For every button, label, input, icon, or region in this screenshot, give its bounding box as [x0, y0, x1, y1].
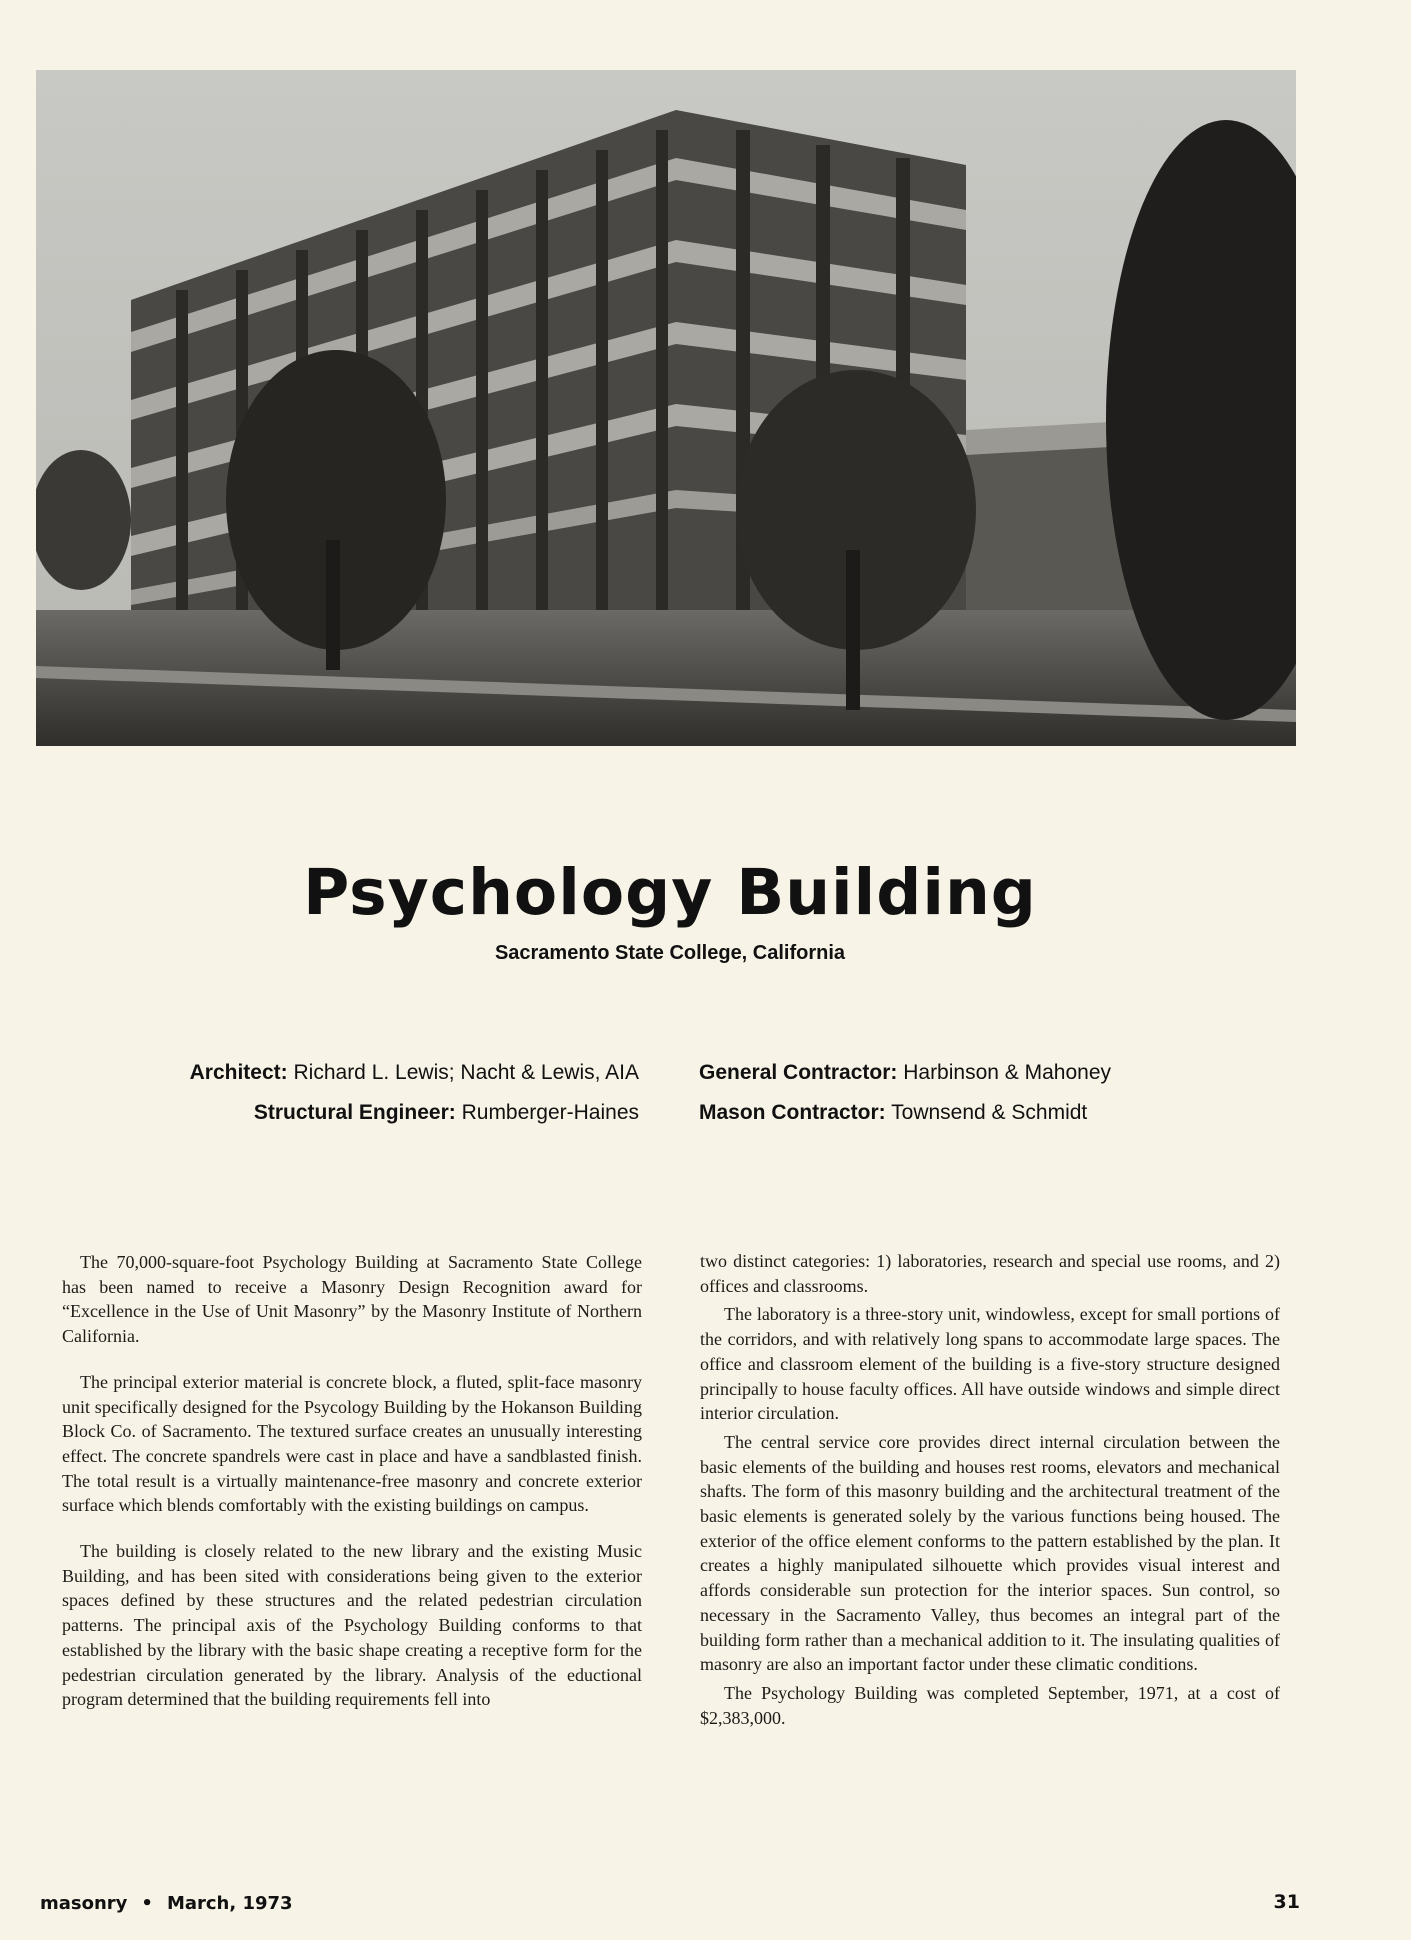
issue-date: March, 1973	[166, 1893, 293, 1914]
credit-general-label: General Contractor:	[699, 1061, 898, 1084]
paragraph: The 70,000-square-foot Psychology Building at Sacramento State College has been named to receive a Masonry Design Recognition award for “Excellence in the Use of Unit Masonry” by the Masonry Institute of Northern California.	[62, 1252, 642, 1347]
page-subtitle: Sacramento State College, California	[494, 942, 846, 964]
credit-mason-value: Townsend & Schmidt	[891, 1101, 1088, 1124]
credit-general-value: Harbinson & Mahoney	[903, 1061, 1112, 1084]
credit-architect	[190, 1053, 639, 1093]
paragraph: The Psychology Building was completed September, 1971, at a cost of $2,383,000.	[700, 1682, 1280, 1728]
article-column-left	[62, 1250, 642, 1733]
credits-right	[699, 1053, 1111, 1133]
credit-structural-label: Structural Engineer:	[253, 1101, 456, 1124]
page-title: Psychology Building	[303, 856, 1037, 929]
footer-publication	[40, 1893, 293, 1914]
credit-architect-value: Richard L. Lewis; Nacht & Lewis, AIA	[293, 1061, 639, 1084]
credit-general-contractor	[699, 1053, 1111, 1093]
building-photo	[36, 70, 1296, 746]
paragraph: The central service core provides direct internal circulation between the basic elements of the building and houses rest rooms, elevators and mechanical shafts. The form of this masonry building and the architectural treatment of the basic elements is generated solely by the various functions being housed. The exterior of the office element conforms to the pattern established by the plan. It creates a highly manipulated silhouette which provides visual interest and affords considerable sun protection for the interior spaces. Sun control, so necessary in the Sacramento Valley, thus becomes an integral part of the building form rather than a mechanical addition to it. The insulating qualities of masonry are also an important factor under these climatic conditions.	[700, 1431, 1280, 1675]
publication-name: masonry	[40, 1893, 128, 1914]
paragraph: The laboratory is a three-story unit, windowless, except for small portions of the corridors, and with relatively long spans to accommodate large spaces. The office and classroom element of the building is a five-story structure designed principally to house faculty offices. All have outside windows and simple direct interior circulation.	[700, 1304, 1280, 1424]
credit-mason-contractor	[699, 1093, 1111, 1133]
paragraph: The principal exterior material is concrete block, a fluted, split-face masonry unit specifically designed for the Psycology Building by the Hokanson Building Block Co. of Sacramento. The textured surface creates an unusually interesting effect. The concrete spandrels were cast in place and have a sandblasted finish. The total result is a virtually maintenance-free masonry and concrete exterior surface which blends comfortably with the existing buildings on campus.	[62, 1371, 642, 1516]
credit-structural-value: Rumberger-Haines	[461, 1101, 639, 1124]
paragraph: The building is closely related to the new library and the existing Music Building, and has been sited with considerations being given to the exterior spaces defined by these structures and the related pedestrian circulation patterns. The principal axis of the Psychology Building conforms to that established by the library with the basic shape creating a receptive form for the pedestrian circulation generated by the library. Analysis of the eductional program determined that the building requirements fell into	[62, 1541, 642, 1710]
paragraph: two distinct categories: 1) laboratories, research and special use rooms, and 2) offices and classrooms.	[700, 1251, 1280, 1296]
credit-structural-engineer	[190, 1093, 639, 1133]
credits-left	[190, 1053, 639, 1133]
article-column-right	[700, 1249, 1280, 1730]
credit-mason-label: Mason Contractor:	[699, 1101, 886, 1124]
credit-architect-label: Architect:	[189, 1061, 288, 1084]
page-number: 31	[1273, 1891, 1300, 1913]
bullet-separator: •	[141, 1893, 153, 1914]
